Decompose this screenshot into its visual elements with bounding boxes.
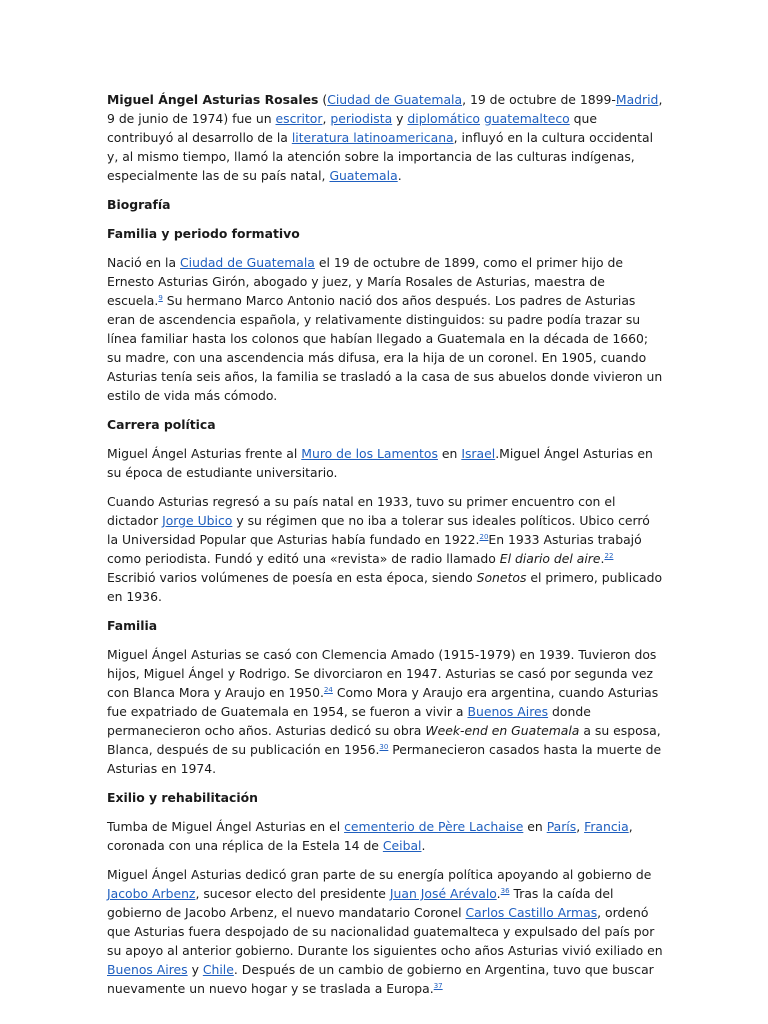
paragraph-ubico	[107, 492, 663, 606]
heading-carrera-politica: Carrera política	[107, 417, 216, 432]
text: ,	[576, 819, 585, 834]
paragraph-exilio	[107, 865, 663, 998]
text: , 9 de junio de 1974) fue un	[107, 92, 663, 126]
link-buenos-aires[interactable]: Buenos Aires	[107, 962, 188, 977]
citation-link[interactable]: 30	[379, 743, 389, 751]
link-jorge-ubico[interactable]: Jorge Ubico	[162, 513, 233, 528]
citation-link[interactable]: 22	[604, 552, 614, 560]
text: y	[187, 962, 203, 977]
citation-link[interactable]: 20	[479, 533, 489, 541]
work-title: Sonetos	[476, 570, 527, 585]
citation-link[interactable]: 9	[158, 294, 163, 302]
heading-biografia: Biografía	[107, 197, 171, 212]
paragraph-muro	[107, 444, 663, 482]
text: en	[437, 446, 462, 461]
text: . Después de un cambio de gobierno en Argentina, tuvo que buscar nuevamente un nuevo hogar y se traslada a Europa.	[107, 962, 654, 996]
text: que contribuyó al desarrollo de la	[107, 111, 597, 145]
text: , influyó en la cultura occidental y, al mismo tiempo, llamó la atención sobre la importancia de las culturas indígenas, especialmente las de su país natal,	[107, 130, 654, 183]
text: .	[397, 168, 402, 183]
link-juan-jose-arevalo[interactable]: Juan José Arévalo	[389, 886, 497, 901]
link-israel[interactable]: Israel	[461, 446, 496, 461]
paragraph-tumba	[107, 817, 663, 855]
link-madrid[interactable]: Madrid	[615, 92, 659, 107]
text: donde permanecieron ocho años. Asturias dedicó su obra	[107, 704, 591, 738]
text: En 1933 Asturias trabajó como periodista. Fundó y editó una «revista» de radio llamado	[107, 532, 642, 566]
citation-link[interactable]: 36	[500, 887, 510, 895]
link-escritor[interactable]: escritor	[275, 111, 323, 126]
link-diplomatico[interactable]: diplomático	[407, 111, 480, 126]
link-ceibal[interactable]: Ceibal	[382, 838, 422, 853]
link-periodista[interactable]: periodista	[330, 111, 393, 126]
text: , coronada con una réplica de la Estela 14 de	[107, 819, 633, 853]
link-guatemalteco[interactable]: guatemalteco	[483, 111, 570, 126]
text: .	[421, 838, 426, 853]
link-ciudad-de-guatemala[interactable]: Ciudad de Guatemala	[327, 92, 463, 107]
text: Nació en la	[107, 255, 181, 270]
text: Miguel Ángel Asturias frente al	[107, 446, 302, 461]
text: Miguel Ángel Asturias se casó con Clemencia Amado (1915-1979) en 1939. Tuvieron dos hijos, Miguel Ángel y Rodrigo. Se divorciaron en 1947. Asturias se casó por segunda vez con Blanca Mora y Araujo en 1950.	[107, 647, 657, 700]
subject-name: Miguel Ángel Asturias Rosales	[107, 92, 319, 107]
text: Miguel Ángel Asturias dedicó gran parte de su energía política apoyando al gobierno de	[107, 867, 652, 882]
text: Permanecieron casados hasta la muerte de Asturias en 1974.	[107, 742, 662, 776]
text: .Miguel Ángel Asturias en su época de estudiante universitario.	[107, 446, 653, 480]
text: Su hermano Marco Antonio nació dos años después. Los padres de Asturias eran de ascendencia española, y relativamente distinguidos: su padre podía trazar su línea familiar hasta los colonos que habían llegado a Guatemala en la década de 1660; su madre, con una ascendencia más difusa, era la hija de un coronel. En 1905, cuando Asturias tenía seis años, la familia se trasladó a la casa de sus abuelos donde vivieron un estilo de vida más cómodo.	[107, 293, 663, 403]
heading-familia: Familia	[107, 618, 158, 633]
text: Cuando Asturias regresó a su país natal en 1933, tuvo su primer encuentro con el dictador	[107, 494, 616, 528]
link-chile[interactable]: Chile	[202, 962, 234, 977]
link-buenos-aires[interactable]: Buenos Aires	[467, 704, 549, 719]
text: el 19 de octubre de 1899, como el primer hijo de Ernesto Asturias Girón, abogado y juez, y María Rosales de Asturias, maestra de escuela.	[107, 255, 624, 308]
link-jacobo-arbenz[interactable]: Jacobo Arbenz	[107, 886, 196, 901]
heading-familia-periodo-formativo: Familia y periodo formativo	[107, 226, 300, 241]
text: , sucesor electo del presidente	[195, 886, 390, 901]
intro-paragraph	[107, 90, 663, 185]
text: .	[496, 886, 501, 901]
text: Tumba de Miguel Ángel Asturias en el	[107, 819, 345, 834]
link-francia[interactable]: Francia	[584, 819, 629, 834]
link-muro-de-los-lamentos[interactable]: Muro de los Lamentos	[301, 446, 438, 461]
link-carlos-castillo-armas[interactable]: Carlos Castillo Armas	[465, 905, 598, 920]
text: (	[318, 92, 328, 107]
link-pere-lachaise[interactable]: cementerio de Père Lachaise	[344, 819, 524, 834]
text: ,	[322, 111, 331, 126]
link-literatura-latinoamericana[interactable]: literatura latinoamericana	[291, 130, 454, 145]
paragraph-matrimonio	[107, 645, 663, 778]
text: en	[523, 819, 547, 834]
text: Como Mora y Araujo era argentina, cuando Asturias fue expatriado de Guatemala en 1954, se fueron a vivir a	[107, 685, 659, 719]
text: Escribió varios volúmenes de poesía en esta época, siendo	[107, 570, 477, 585]
citation-link[interactable]: 37	[433, 982, 443, 990]
text: y su régimen que no iba a tolerar sus ideales políticos. Ubico cerró la Universidad Popular que Asturias había fundado en 1922.	[107, 513, 650, 547]
link-guatemala[interactable]: Guatemala	[329, 168, 398, 183]
citation-link[interactable]: 24	[323, 686, 333, 694]
text: , ordenó que Asturias fuera despojado de su nacionalidad guatemalteca y expulsado del país por su apoyo al anterior gobierno. Durante los siguientes ocho años Asturias vivió exiliado en	[107, 905, 663, 958]
text: y	[392, 111, 408, 126]
heading-exilio: Exilio y rehabilitación	[107, 790, 258, 805]
text: el primero, publicado en 1936.	[107, 570, 663, 604]
text: Tras la caída del gobierno de Jacobo Arbenz, el nuevo mandatario Coronel	[107, 886, 614, 920]
text: , 19 de octubre de 1899-	[462, 92, 616, 107]
text: a su esposa, Blanca, después de su publicación en 1956.	[107, 723, 661, 757]
text: .	[600, 551, 605, 566]
work-title: El diario del aire	[499, 551, 601, 566]
work-title: Week-end en Guatemala	[425, 723, 580, 738]
paragraph-nacimiento	[107, 253, 663, 405]
link-ciudad-de-guatemala[interactable]: Ciudad de Guatemala	[180, 255, 315, 270]
link-paris[interactable]: París	[546, 819, 577, 834]
article	[107, 90, 663, 1008]
